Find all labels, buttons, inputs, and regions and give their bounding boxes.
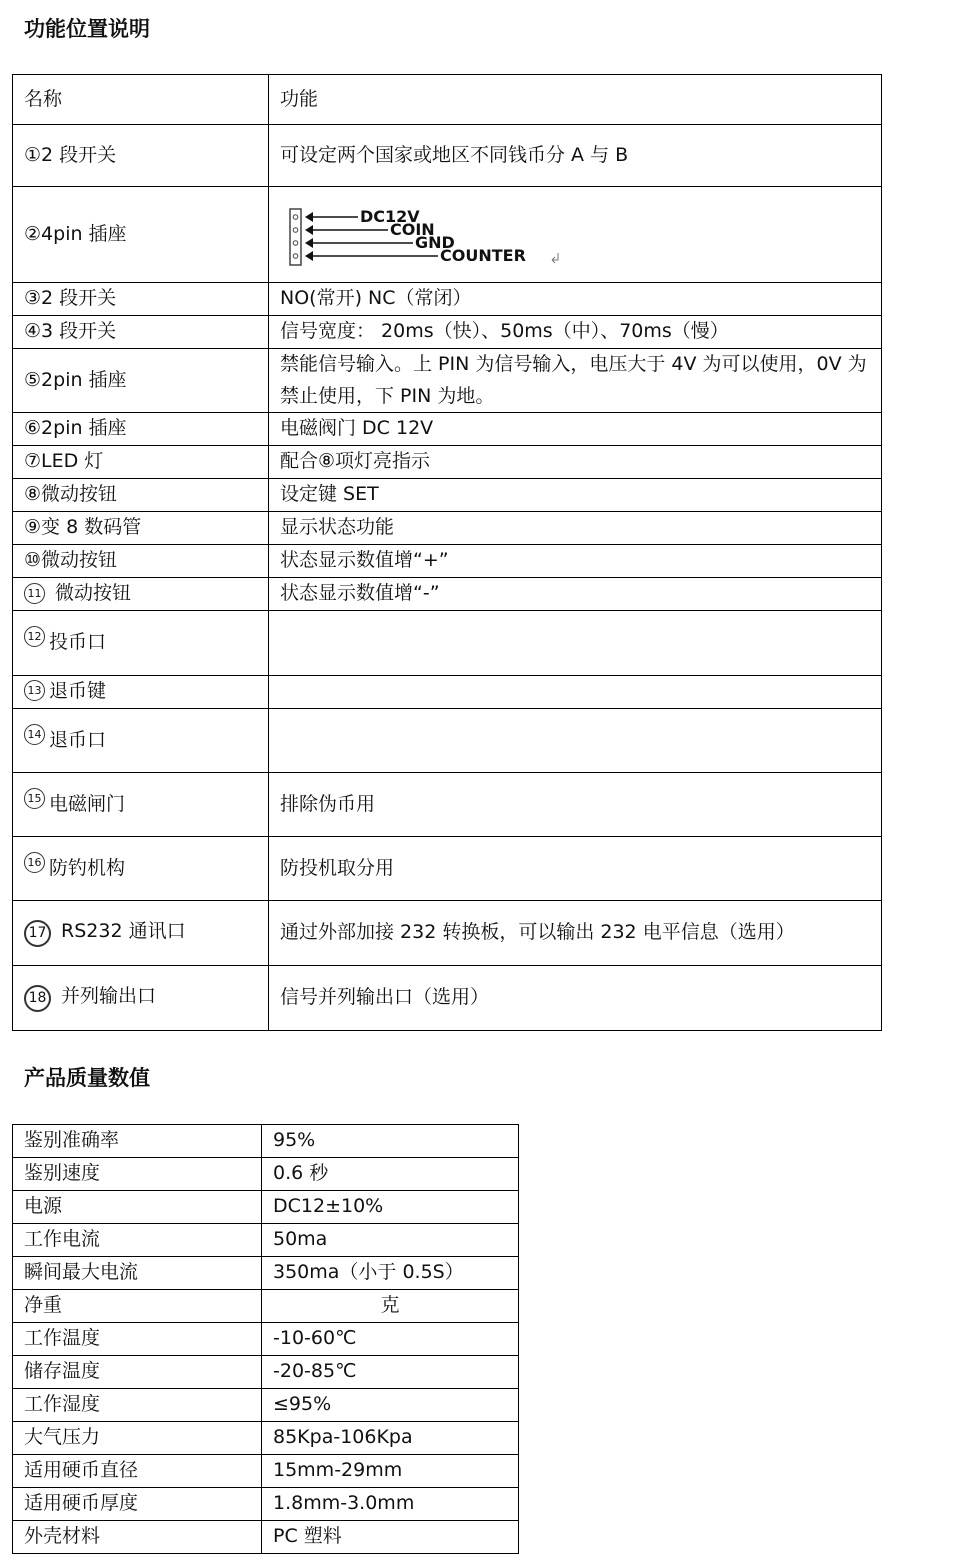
item-name: 变 8 数码管 bbox=[41, 516, 142, 539]
item-name: LED 灯 bbox=[41, 450, 104, 473]
return-mark-icon bbox=[552, 253, 558, 263]
spec-name: 工作电流 bbox=[13, 1224, 262, 1257]
spec-name: 工作湿度 bbox=[13, 1389, 262, 1422]
table-row bbox=[13, 283, 882, 316]
spec-value: -10-60℃ bbox=[262, 1323, 519, 1356]
item-function bbox=[269, 611, 882, 676]
table-row bbox=[13, 187, 882, 283]
table-row bbox=[13, 1356, 519, 1389]
item-name: 防钓机构 bbox=[49, 856, 126, 879]
spec-value: -20-85℃ bbox=[262, 1356, 519, 1389]
spec-value: 85Kpa-106Kpa bbox=[262, 1422, 519, 1455]
spec-name: 鉴别速度 bbox=[13, 1158, 262, 1191]
table-row bbox=[13, 966, 882, 1031]
header-function: 功能 bbox=[269, 75, 882, 125]
item-function bbox=[269, 676, 882, 709]
table-row bbox=[13, 773, 882, 837]
spec-name: 净重 bbox=[13, 1290, 262, 1323]
item-name: 电磁闸门 bbox=[49, 792, 126, 815]
spec-name: 电源 bbox=[13, 1191, 262, 1224]
connector-label-dc12v: DC12V bbox=[360, 206, 420, 226]
item-name: 退币口 bbox=[49, 728, 107, 751]
table-row bbox=[13, 125, 882, 187]
item-number: 11 bbox=[24, 583, 45, 604]
spec-value: ≤95% bbox=[262, 1389, 519, 1422]
table-row bbox=[13, 1257, 519, 1290]
table-row bbox=[13, 1125, 519, 1158]
item-function: 可设定两个国家或地区不同钱币分 A 与 B bbox=[269, 125, 882, 187]
spec-value: 克 bbox=[262, 1290, 519, 1323]
connector-label-counter: COUNTER bbox=[440, 245, 526, 265]
item-name: 3 段开关 bbox=[41, 320, 117, 343]
spec-name: 大气压力 bbox=[13, 1422, 262, 1455]
spec-name: 鉴别准确率 bbox=[13, 1125, 262, 1158]
table-row bbox=[13, 1158, 519, 1191]
spec-name: 适用硬币直径 bbox=[13, 1455, 262, 1488]
item-function bbox=[269, 709, 882, 773]
item-number: ④ bbox=[24, 320, 42, 343]
spec-value: 1.8mm-3.0mm bbox=[262, 1488, 519, 1521]
connector-label-coin: COIN bbox=[390, 219, 435, 239]
item-number: ⑥ bbox=[24, 417, 42, 440]
table-row bbox=[13, 709, 882, 773]
item-name: 微动按钮 bbox=[49, 582, 132, 604]
spec-value: 95% bbox=[262, 1125, 519, 1158]
table-row bbox=[13, 1389, 519, 1422]
item-number: ① bbox=[24, 143, 42, 166]
connector-label-gnd: GND bbox=[415, 232, 455, 252]
spec-value: PC 塑料 bbox=[262, 1521, 519, 1554]
item-number: ⑧ bbox=[24, 483, 42, 506]
item-name: RS232 通讯口 bbox=[61, 919, 186, 942]
item-function: 电磁阀门 DC 12V bbox=[269, 413, 882, 446]
spec-value: DC12±10% bbox=[262, 1191, 519, 1224]
table-row bbox=[13, 837, 882, 901]
item-number: 18 bbox=[24, 985, 51, 1012]
item-name: 并列输出口 bbox=[61, 984, 157, 1007]
item-number: ⑦ bbox=[24, 450, 42, 473]
item-number: ② bbox=[24, 222, 42, 245]
item-number: 12 bbox=[24, 626, 45, 647]
table-row bbox=[13, 1224, 519, 1257]
table-row bbox=[13, 349, 882, 413]
item-function: 状态显示数值增“-” bbox=[269, 578, 882, 611]
table-row bbox=[13, 1290, 519, 1323]
spec-name: 适用硬币厚度 bbox=[13, 1488, 262, 1521]
table-row bbox=[13, 578, 882, 611]
section-title-functions: 功能位置说明 bbox=[24, 17, 150, 41]
item-function: 状态显示数值增“+” bbox=[269, 545, 882, 578]
item-function: 设定键 SET bbox=[269, 479, 882, 512]
table-row bbox=[13, 611, 882, 676]
item-number: ③ bbox=[24, 287, 42, 310]
item-number: ⑨ bbox=[24, 516, 42, 539]
spec-name: 储存温度 bbox=[13, 1356, 262, 1389]
item-name: 2 段开关 bbox=[41, 287, 117, 310]
table-row bbox=[13, 1455, 519, 1488]
spec-value: 15mm-29mm bbox=[262, 1455, 519, 1488]
spec-value: 50ma bbox=[262, 1224, 519, 1257]
item-number: ⑤ bbox=[24, 368, 42, 391]
table-row bbox=[13, 413, 882, 446]
item-function: 配合⑧项灯亮指示 bbox=[269, 446, 882, 479]
table-row bbox=[13, 479, 882, 512]
item-function: 信号宽度： 20ms（快）、50ms（中）、70ms（慢） bbox=[269, 316, 882, 349]
quality-table bbox=[12, 1124, 519, 1554]
item-name: 投币口 bbox=[49, 631, 107, 653]
item-name: 2pin 插座 bbox=[41, 417, 127, 440]
item-function: 禁能信号输入。上 PIN 为信号输入，电压大于 4V 为可以使用，0V 为禁止使用，下 PIN 为地。 bbox=[269, 349, 882, 413]
spec-name: 外壳材料 bbox=[13, 1521, 262, 1554]
item-name: 微动按钮 bbox=[41, 483, 118, 506]
spec-value: 350ma（小于 0.5S） bbox=[262, 1257, 519, 1290]
item-number: ⑩ bbox=[24, 549, 42, 572]
item-name: 微动按钮 bbox=[41, 549, 118, 572]
item-function: 防投机取分用 bbox=[269, 837, 882, 901]
table-row bbox=[13, 446, 882, 479]
spec-name: 工作温度 bbox=[13, 1323, 262, 1356]
item-function: NO(常开) NC（常闭） bbox=[269, 283, 882, 316]
table-row bbox=[13, 316, 882, 349]
table-row bbox=[13, 676, 882, 709]
connector-diagram bbox=[280, 197, 580, 273]
table-row bbox=[13, 1191, 519, 1224]
item-name: 2 段开关 bbox=[41, 143, 117, 166]
item-function: 排除伪币用 bbox=[269, 773, 882, 837]
header-name: 名称 bbox=[13, 75, 269, 125]
item-name: 退币键 bbox=[49, 680, 107, 702]
table-row bbox=[13, 1521, 519, 1554]
item-function: 显示状态功能 bbox=[269, 512, 882, 545]
item-number: 16 bbox=[24, 852, 45, 873]
table-header-row bbox=[13, 75, 882, 125]
item-function: 通过外部加接 232 转换板，可以输出 232 电平信息（选用） bbox=[269, 901, 882, 966]
item-function: 信号并列输出口（选用） bbox=[269, 966, 882, 1031]
table-row bbox=[13, 545, 882, 578]
item-number: 13 bbox=[24, 680, 45, 701]
spec-value: 0.6 秒 bbox=[262, 1158, 519, 1191]
item-number: 14 bbox=[24, 724, 45, 745]
item-name: 4pin 插座 bbox=[41, 222, 127, 245]
item-number: 17 bbox=[24, 920, 51, 947]
item-name: 2pin 插座 bbox=[41, 368, 127, 391]
table-row bbox=[13, 1422, 519, 1455]
item-number: 15 bbox=[24, 788, 45, 809]
table-row bbox=[13, 901, 882, 966]
spec-name: 瞬间最大电流 bbox=[13, 1257, 262, 1290]
table-row bbox=[13, 1488, 519, 1521]
section-title-quality: 产品质量数值 bbox=[24, 1066, 150, 1090]
table-row bbox=[13, 1323, 519, 1356]
table-row bbox=[13, 512, 882, 545]
function-table bbox=[12, 74, 882, 1031]
